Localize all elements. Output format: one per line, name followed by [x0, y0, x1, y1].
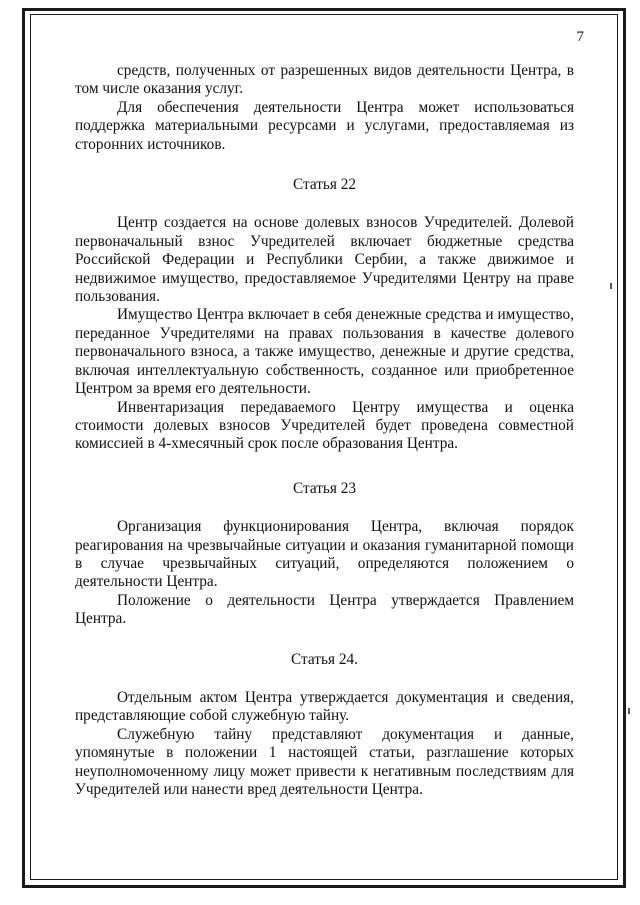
article-22-paragraph-2: Имущество Центра включает в себя денежные средства и имущество, переданное Учредителями на правах пользования в качестве долевого первоначального взноса, а также имущество, денежные и другие средства, включая интеллектуальную собственность, созданное или приобретенное Центром за время его деятельности.	[75, 306, 574, 398]
article-22-paragraph-3: Инвентаризация передаваемого Центру имущества и оценка стоимости долевых взносов Учредителей будет проведена совместной комиссией в 4-хмесячный срок после образования Центра.	[75, 398, 574, 453]
spacer	[75, 194, 574, 214]
spacer	[75, 498, 574, 518]
scan-artifact-mark	[628, 708, 630, 714]
spacer	[75, 454, 574, 480]
article-24-paragraph-2: Служебную тайну представляют документация и данные, упомянутые в положении 1 настоящей статьи, разглашение которых неуполномоченному лицу может привести к негативным последствиям для Учредителей или нанести вред деятельности Центра.	[75, 725, 574, 798]
spacer	[75, 154, 574, 176]
article-23-paragraph-1: Организация функционирования Центра, включая порядок реагирования на чрезвычайные ситуации и оказания гуманитарной помощи в случае чрезвычайных ситуаций, определяются положением о деятельности Центра.	[75, 518, 574, 591]
paragraph-continuation: средств, полученных от разрешенных видов деятельности Центра, в том числе оказания услуг.	[75, 62, 574, 98]
article-24-title: Статья 24.	[291, 650, 358, 668]
spacer	[75, 629, 574, 651]
document-body	[75, 62, 574, 799]
spacer	[75, 669, 574, 689]
paragraph-support: Для обеспечения деятельности Центра может использоваться поддержка материальными ресурсами и услугами, предоставляемая из сторонних источников.	[75, 98, 574, 153]
article-23-title: Статья 23	[292, 479, 357, 497]
article-24-paragraph-1: Отдельным актом Центра утверждается документация и сведения, представляющие собой служебную тайну.	[75, 688, 574, 725]
page-number: 7	[576, 29, 584, 45]
article-23-paragraph-2: Положение о деятельности Центра утверждается Правлением Центра.	[75, 591, 574, 628]
scan-artifact-mark	[610, 283, 612, 289]
article-22-title: Статья 22	[292, 176, 357, 194]
article-22-paragraph-1: Центр создается на основе долевых взносов Учредителей. Долевой первоначальный взнос Учредителей включает бюджетные средства Российской Федерации и Республики Сербии, а также движимое и недвижимое имущество, предоставляемое Учредителями Центру на праве пользования.	[75, 214, 574, 306]
